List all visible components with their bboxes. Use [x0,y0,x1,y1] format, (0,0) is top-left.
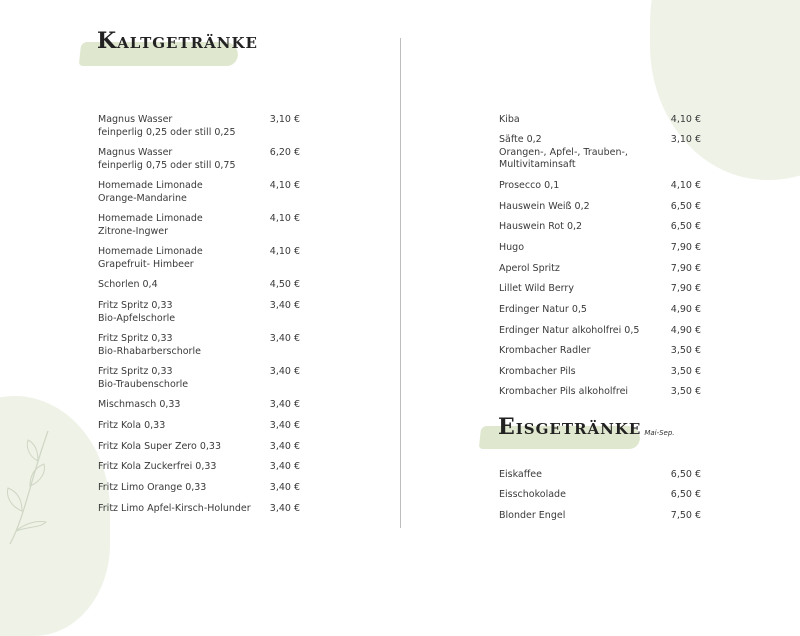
section-title: Eisgetränke [498,414,642,440]
menu-item-title: Magnus Wasser [98,114,173,125]
menu-item-title: Eisschokolade [499,489,566,500]
menu-item-name [98,279,263,292]
menu-item [98,441,300,454]
menu-item [499,263,701,276]
menu-item-name [499,469,664,482]
menu-item-name [499,263,664,276]
menu-item-name [499,221,664,234]
menu-item-price: 4,10 € [269,180,300,191]
menu-item [98,503,300,516]
menu-item [499,510,701,523]
menu-item-title: Aperol Spritz [499,263,560,274]
menu-item-name [499,345,664,358]
menu-item-title: Kiba [499,114,520,125]
menu-item [98,180,300,205]
menu-item [98,366,300,391]
menu-item [499,221,701,234]
menu-item-name [499,201,664,214]
menu-item-title: Fritz Kola Zuckerfrei 0,33 [98,461,217,472]
menu-item-price: 4,90 € [670,304,701,315]
menu-item-title: Lillet Wild Berry [499,283,574,294]
menu-item-price: 3,10 € [269,114,300,125]
menu-item-price: 3,40 € [269,420,300,431]
menu-item [499,386,701,399]
menu-item [98,213,300,238]
menu-item-title: Säfte 0,2 [499,134,542,145]
menu-item [499,114,701,127]
menu-item-description: Zitrone-Ingwer [98,225,169,237]
menu-item [98,399,300,412]
menu-item-name [499,283,664,296]
menu-item-price: 3,40 € [269,333,300,344]
menu-item-name [499,114,664,127]
menu-item-price: 4,10 € [670,114,701,125]
menu-item-title: Mischmasch 0,33 [98,399,181,410]
menu-item-price: 6,50 € [670,489,701,500]
menu-item-name [98,461,263,474]
section-heading-eisgetraenke [498,414,675,440]
menu-item-description: Orangen-, Apfel-, Trauben-, [499,146,628,158]
menu-item-title: Homemade Limonade [98,213,203,224]
menu-item [98,420,300,433]
leaf-branch-icon [0,426,60,546]
menu-item-name [98,180,263,205]
menu-item-price: 6,50 € [670,201,701,212]
menu-item-price: 4,10 € [269,213,300,224]
menu-item [499,304,701,317]
menu-item-price: 3,50 € [670,386,701,397]
section-heading-kaltgetraenke [97,28,258,54]
menu-item-title: Fritz Spritz 0,33 [98,333,173,344]
menu-item [98,482,300,495]
menu-item [499,283,701,296]
menu-item-title: Magnus Wasser [98,147,173,158]
menu-item-name [98,399,263,412]
menu-item-title: Krombacher Pils alkoholfrei [499,386,629,397]
menu-item [499,134,701,172]
menu-item [499,345,701,358]
menu-item-name [98,213,263,238]
menu-item-title: Krombacher Radler [499,345,591,356]
menu-item [499,366,701,379]
menu-item-price: 4,10 € [269,246,300,257]
menu-item-title: Krombacher Pils [499,366,576,377]
menu-item-description: Grapefruit- Himbeer [98,258,194,270]
menu-item-price: 3,50 € [670,366,701,377]
menu-item-name [98,366,263,391]
menu-item-name [98,300,263,325]
menu-item-price: 4,50 € [269,279,300,290]
menu-item-title: Blonder Engel [499,510,566,521]
menu-item-name [499,386,664,399]
menu-item-title: Homemade Limonade [98,246,203,257]
menu-item-name [98,114,263,139]
menu-item-price: 3,40 € [269,503,300,514]
menu-item-name [499,242,664,255]
menu-item-title: Hauswein Weiß 0,2 [499,201,590,212]
menu-item-price: 3,40 € [269,366,300,377]
menu-item-description: Orange-Mandarine [98,192,187,204]
menu-item-title: Fritz Spritz 0,33 [98,366,173,377]
menu-item [499,469,701,482]
menu-item-name [98,420,263,433]
menu-item-title: Fritz Limo Apfel-Kirsch-Holunder [98,503,251,514]
menu-item-price: 7,90 € [670,283,701,294]
menu-item [98,114,300,139]
menu-item-price: 3,40 € [269,482,300,493]
menu-item-price: 7,90 € [670,242,701,253]
menu-item-description: feinperlig 0,25 oder still 0,25 [98,126,236,138]
menu-item-price: 3,40 € [269,399,300,410]
menu-item-name [98,147,263,172]
menu-item-title: Erdinger Natur alkoholfrei 0,5 [499,325,640,336]
menu-item-title: Schorlen 0,4 [98,279,158,290]
menu-item-title: Prosecco 0,1 [499,180,560,191]
menu-item-description: Multivitaminsaft [499,159,576,170]
menu-item-title: Eiskaffee [499,469,542,480]
menu-item-price: 3,40 € [269,461,300,472]
menu-item [98,147,300,172]
menu-item-title: Erdinger Natur 0,5 [499,304,587,315]
menu-item-price: 4,10 € [670,180,701,191]
menu-item-title: Fritz Limo Orange 0,33 [98,482,207,493]
menu-item-name [98,246,263,271]
menu-item-name [98,333,263,358]
menu-item [499,489,701,502]
menu-item-name [98,503,263,516]
menu-item [499,180,701,193]
section-subtitle: Mai-Sep. [644,429,675,437]
menu-item-title: Hauswein Rot 0,2 [499,221,583,232]
menu-item-price: 4,90 € [670,325,701,336]
menu-item [499,325,701,338]
menu-item-title: Fritz Kola 0,33 [98,420,166,431]
menu-item-title: Fritz Spritz 0,33 [98,300,173,311]
menu-item-title: Homemade Limonade [98,180,203,191]
menu-item-description: Bio-Apfelschorle [98,312,176,324]
menu-item-price: 7,90 € [670,263,701,274]
menu-item-title: Fritz Kola Super Zero 0,33 [98,441,221,452]
menu-item-title: Hugo [499,242,525,253]
menu-item [98,333,300,358]
menu-item-name [499,489,664,502]
menu-item-name [98,441,263,454]
menu-item [98,300,300,325]
menu-item-description: Bio-Rhabarberschorle [98,345,201,357]
menu-item-price: 6,20 € [269,147,300,158]
menu-item-name [499,325,664,338]
menu-item-name [98,482,263,495]
menu-item-name [499,180,664,193]
menu-item [98,461,300,474]
menu-item [499,201,701,214]
menu-item [98,279,300,292]
menu-item-name [499,304,664,317]
menu-item-price: 7,50 € [670,510,701,521]
menu-item-price: 3,50 € [670,345,701,356]
menu-item-price: 6,50 € [670,221,701,232]
menu-item-description: Bio-Traubenschorle [98,378,189,390]
menu-item-price: 3,40 € [269,300,300,311]
menu-item-name [499,510,664,523]
menu-item-price: 3,40 € [269,441,300,452]
menu-item-price: 3,10 € [670,134,701,145]
menu-item [98,246,300,271]
section-title: Kaltgetränke [97,28,258,54]
menu-item [499,242,701,255]
menu-item-price: 6,50 € [670,469,701,480]
menu-item-name [499,366,664,379]
menu-item-description: feinperlig 0,75 oder still 0,75 [98,159,236,171]
column-divider [400,38,401,528]
menu-item-name [499,134,664,172]
